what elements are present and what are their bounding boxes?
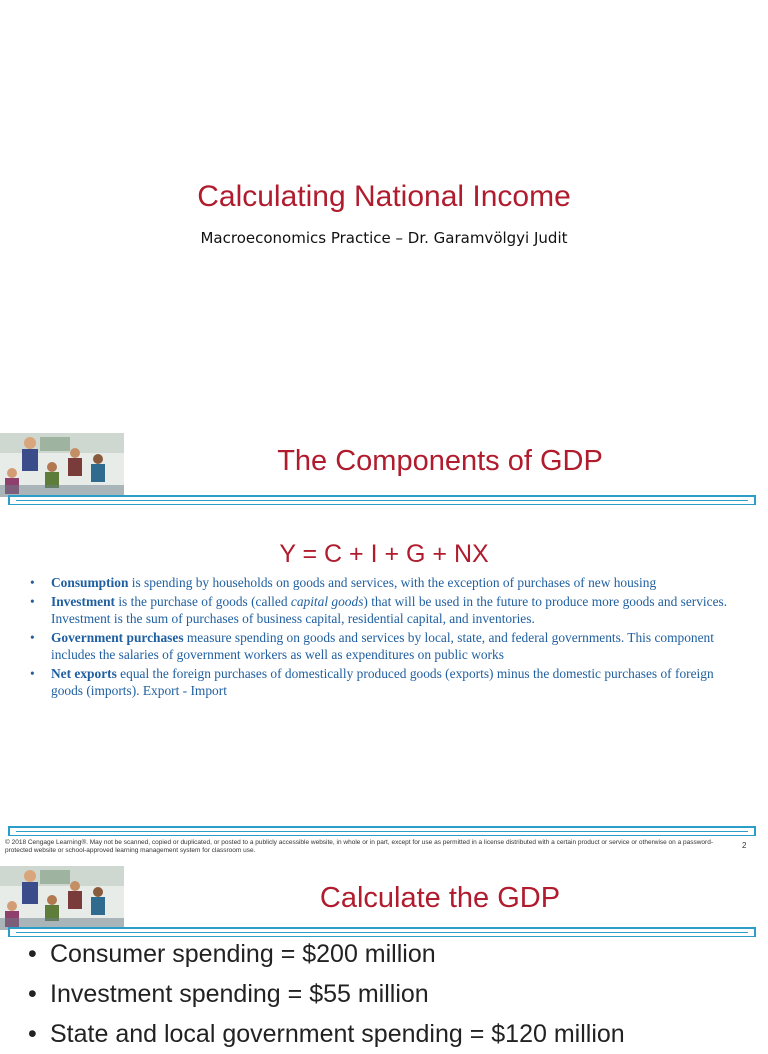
definition: equal the foreign purchases of domestically produced goods (exports) minus the domestic purchases of foreign goods (imports). Export - Import xyxy=(51,666,714,698)
list-item: • Investment spending = $55 million xyxy=(28,974,625,1014)
list-item xyxy=(30,574,735,591)
classroom-illustration-icon xyxy=(0,433,124,497)
gdp-formula: Y = C + I + G + NX xyxy=(279,540,489,568)
definition: is spending by households on goods and services, with the exception of purchases of new housing xyxy=(128,575,657,590)
definition: measure spending on goods and services by local, state, and federal governments. This component includes the salaries of government workers as well as expenditures on public works xyxy=(51,630,714,662)
values-list xyxy=(28,934,625,1054)
definition: is the purchase of goods (called xyxy=(114,594,291,609)
definition-list xyxy=(30,574,735,701)
classroom-illustration-icon xyxy=(0,866,124,930)
list-item xyxy=(30,665,735,699)
calculate-slide xyxy=(0,862,768,1048)
definition: ) that will be used in the future to produce more goods and services. Investment is the sum of purchases of business capital, residential capital, and inventories. xyxy=(51,594,728,626)
slide-title: The Components of GDP xyxy=(277,445,603,477)
copyright-footer: © 2018 Cengage Learning®. May not be scanned, copied or duplicated, or posted to a publicly accessible website, in whole or in part, except for use as permitted in a license distributed with a certain product or service or otherwise on a password-protected website or school-approved learning management system for classroom use. xyxy=(5,839,713,854)
footer-band xyxy=(8,826,756,836)
header-band xyxy=(8,495,756,505)
title-slide xyxy=(0,0,768,425)
term: Government purchases xyxy=(51,630,184,645)
term: Consumption xyxy=(51,575,129,590)
definition-italic: capital goods xyxy=(290,594,364,609)
slide-title: Calculate the GDP xyxy=(319,882,561,914)
list-item xyxy=(30,593,735,627)
slide-title: Calculating National Income xyxy=(197,180,571,213)
list-item xyxy=(30,629,735,663)
term: Net exports xyxy=(51,666,117,681)
term: Investment xyxy=(51,594,115,609)
list-item: • State and local government spending = $120 million xyxy=(28,1014,625,1054)
slide-subtitle: Macroeconomics Practice – Dr. Garamvölgyi Judit xyxy=(200,229,568,247)
components-slide xyxy=(0,425,768,862)
list-item: • Consumer spending = $200 million xyxy=(28,934,625,974)
page-number: 2 xyxy=(742,841,747,850)
